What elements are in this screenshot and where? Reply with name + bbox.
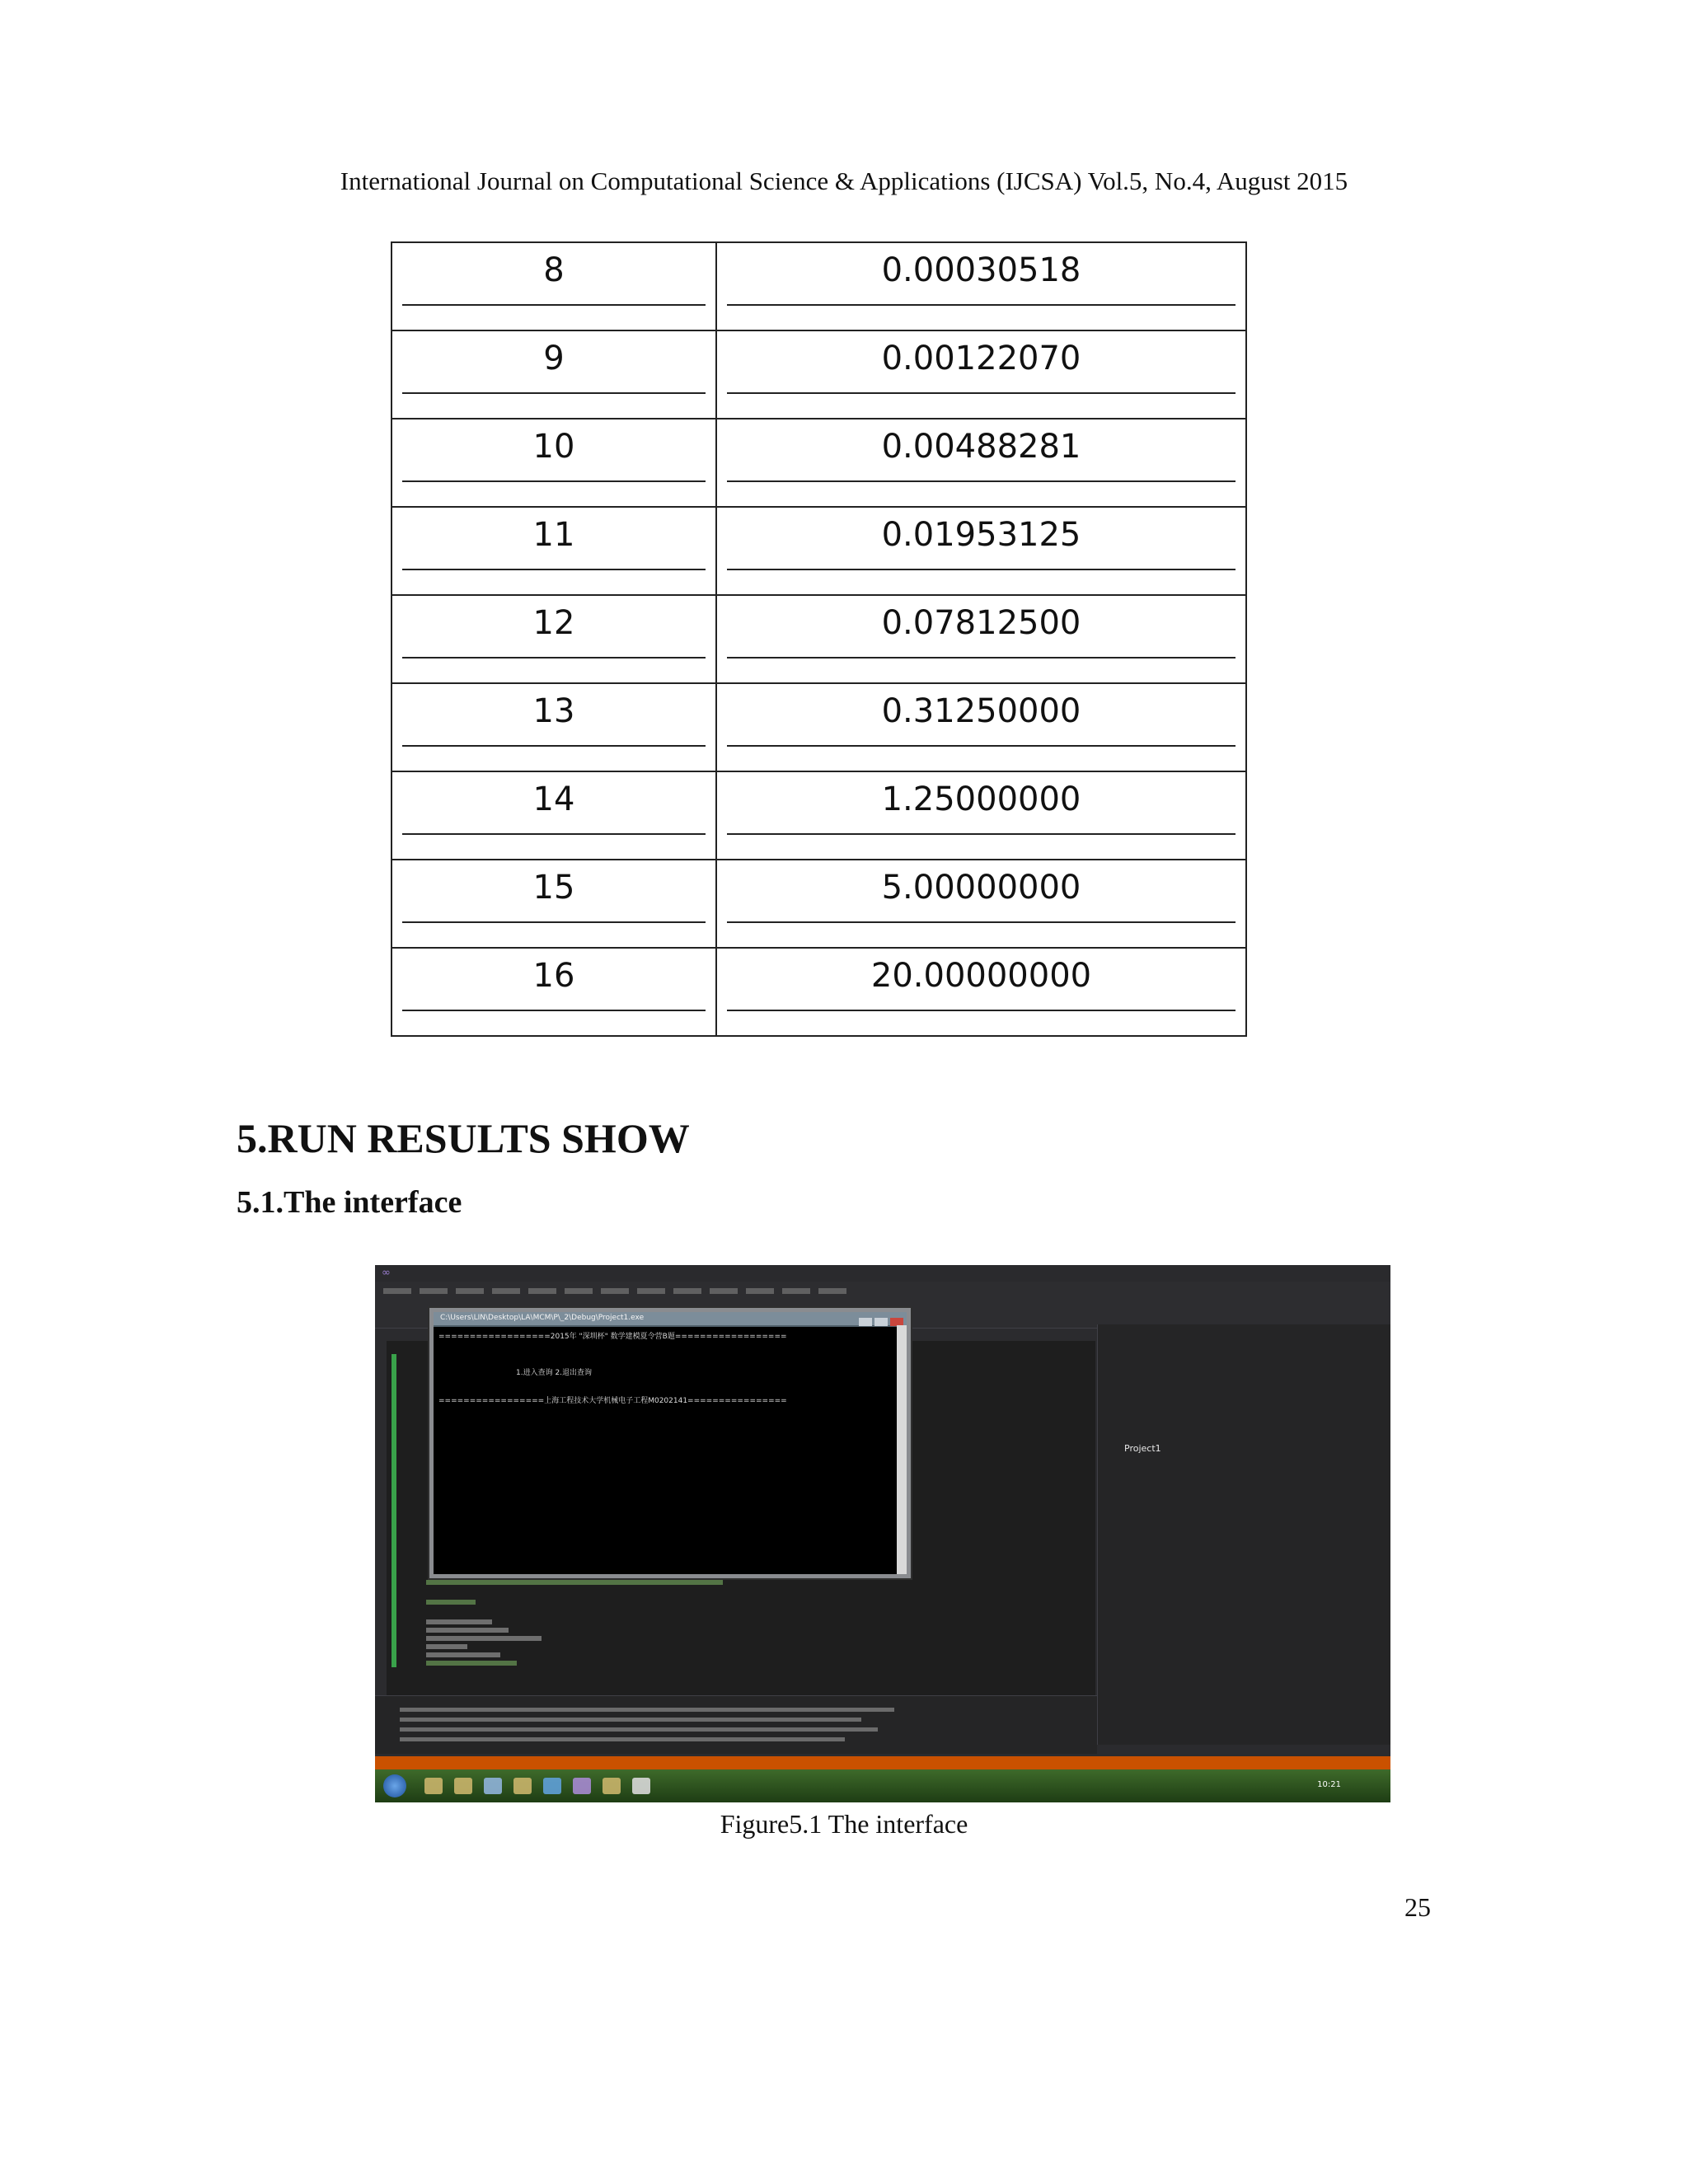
results-table: [391, 241, 1247, 1037]
console-line: ==================2015年 "深圳杯" 数学建模夏令营B题==================: [438, 1333, 787, 1341]
taskbar-app-icon: [632, 1778, 650, 1794]
solution-explorer: [1097, 1324, 1390, 1745]
minimize-icon: [859, 1318, 872, 1326]
start-button-icon: [383, 1774, 406, 1797]
editor-change-margin: [392, 1354, 396, 1667]
page-number: 25: [1404, 1892, 1431, 1922]
taskbar-app-icon: [543, 1778, 561, 1794]
taskbar-app-icon: [513, 1778, 532, 1794]
taskbar-app-icon: [484, 1778, 502, 1794]
solution-project-item: Project1: [1124, 1443, 1161, 1454]
table-cell-value: 0.31250000: [727, 684, 1236, 747]
console-scrollbar: [897, 1325, 907, 1574]
maximize-icon: [874, 1318, 888, 1326]
taskbar-app-icon: [603, 1778, 621, 1794]
table-cell-value: 1.25000000: [727, 772, 1236, 835]
table-row: [392, 860, 1246, 948]
running-header: International Journal on Computational Science & Applications (IJCSA) Vol.5, No.4, August 2015: [340, 166, 1348, 195]
figure-caption: Figure5.1 The interface: [720, 1809, 968, 1839]
taskbar-clock: 10:21: [1317, 1780, 1341, 1789]
table-cell-n: 16: [402, 949, 706, 1011]
taskbar-app-icon: [454, 1778, 472, 1794]
windows-taskbar: [375, 1769, 1390, 1802]
table-cell-value: 0.01953125: [727, 508, 1236, 570]
ide-titlebar: [375, 1265, 1390, 1282]
table-cell-n: 10: [402, 419, 706, 482]
table-cell-n: 13: [402, 684, 706, 747]
taskbar-app-icon: [424, 1778, 443, 1794]
table-cell-n: 12: [402, 596, 706, 658]
table-row: [392, 419, 1246, 507]
table-cell-value: 0.00488281: [727, 419, 1236, 482]
console-title: C:\Users\LIN\Desktop\LA\MCM\P\_2\Debug\Project1.exe: [440, 1314, 645, 1322]
table-cell-value: 0.00122070: [727, 331, 1236, 394]
table-cell-value: 20.00000000: [727, 949, 1236, 1011]
table-row: [392, 595, 1246, 683]
ide-statusbar: [375, 1756, 1390, 1769]
console-window: [429, 1308, 911, 1578]
table-row: [392, 948, 1246, 1036]
table-row: [392, 507, 1246, 595]
watch-panel: [375, 1695, 1097, 1754]
table-row: [392, 771, 1246, 860]
console-line: =================上海工程技术大学机械电子工程M0202141================: [438, 1397, 787, 1405]
table-cell-n: 11: [402, 508, 706, 570]
ide-menubar: [375, 1282, 1390, 1298]
section-heading: 5.RUN RESULTS SHOW: [237, 1115, 690, 1161]
table-row: [392, 242, 1246, 330]
table-cell-value: 5.00000000: [727, 860, 1236, 923]
table-cell-n: 15: [402, 860, 706, 923]
table-cell-n: 9: [402, 331, 706, 394]
visual-studio-logo-icon: ∞: [382, 1267, 391, 1279]
table-cell-n: 14: [402, 772, 706, 835]
table-row: [392, 683, 1246, 771]
table-row: [392, 330, 1246, 419]
subsection-heading: 5.1.The interface: [237, 1185, 462, 1220]
table-cell-n: 8: [402, 243, 706, 306]
taskbar-app-icon: [573, 1778, 591, 1794]
interface-screenshot: [375, 1265, 1390, 1802]
table-cell-value: 0.00030518: [727, 243, 1236, 306]
console-titlebar: [434, 1312, 907, 1327]
console-line: 1.进入查询 2.退出查询: [516, 1369, 593, 1377]
table-cell-value: 0.07812500: [727, 596, 1236, 658]
